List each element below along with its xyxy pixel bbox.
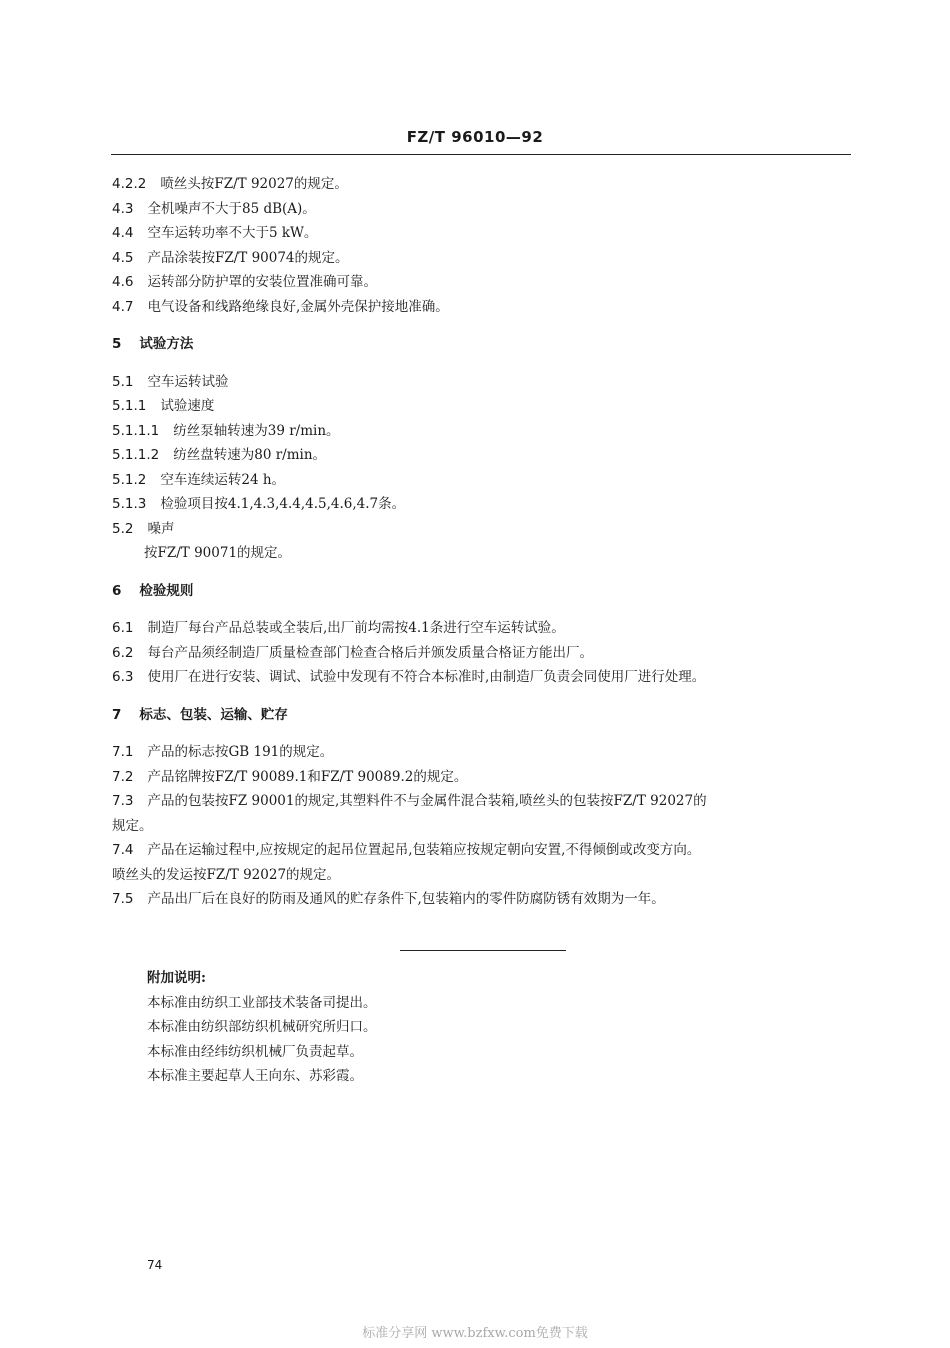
clause-number: 7.3 [112,793,134,809]
section-heading [112,703,857,728]
clause-line [112,492,857,517]
clause-line [112,641,857,666]
notes-line: 本标准由纺织工业部技术装备司提出。 [147,994,377,1011]
clause-continuation: 规定。 [112,817,153,834]
additional-notes [147,966,377,1089]
clause-number: 6.3 [112,669,134,685]
clause-number: 5.2 [112,520,134,537]
clause-number: 5.1.1.1 [112,422,160,439]
clause-text: 噪声 [147,520,175,537]
clause-text: 全机噪声不大于85 dB(A)。 [147,200,316,217]
clause-line [112,419,857,444]
clause-number: 4.5 [112,249,134,266]
clause-number: 7.2 [112,768,134,785]
clause-number: 4.3 [112,200,134,217]
page-number: 74 [147,1258,163,1272]
clause-text: 纺丝盘转速为80 r/min。 [173,447,327,463]
section-title: 标志、包装、运输、贮存 [139,706,288,723]
notes-line: 本标准主要起草人王向东、苏彩霞。 [147,1068,363,1084]
clause-line [112,221,857,246]
clause-line [112,517,857,542]
clause-line [112,765,857,790]
clause-number: 7.5 [112,891,134,907]
clause-number: 6.2 [112,644,134,661]
clause-line [112,370,857,395]
clause-line [112,172,857,197]
clause-body: 按FZ/T 90071的规定。 [144,545,292,561]
clause-text: 纺丝泵轴转速为39 r/min。 [173,422,340,439]
clause-text: 试验速度 [160,398,215,414]
clause-text: 产品的标志按GB 191的规定。 [147,744,334,760]
clause-text: 产品在运输过程中,应按规定的起吊位置起吊,包装箱应按规定朝向安置,不得倾倒或改变方向。 [147,842,701,858]
clause-text: 运转部分防护罩的安装位置准确可靠。 [147,274,377,290]
notes-title: 附加说明: [147,970,206,986]
clause-text: 使用厂在进行安装、调试、试验中发现有不符合本标准时,由制造厂负责会同使用厂进行处理。 [147,669,706,685]
clause-line [112,887,857,912]
section-number: 6 [112,582,122,599]
clause-text: 检验项目按4.1,4.3,4.4,4.5,4.6,4.7条。 [160,496,406,512]
clause-line [112,789,857,814]
clause-line [112,394,857,419]
clause-continuation: 喷丝头的发运按FZ/T 92027的规定。 [112,866,341,883]
clause-number: 5.1.1 [112,398,147,414]
clause-number: 7.4 [112,842,134,858]
clause-line [112,295,857,320]
clause-text: 产品铭牌按FZ/T 90089.1和FZ/T 90089.2的规定。 [147,768,468,785]
clause-text: 空车连续运转24 h。 [160,471,286,488]
notes-line: 本标准由纺织部纺织机械研究所归口。 [147,1019,377,1035]
clause-text: 空车运转功率不大于5 kW。 [147,225,318,241]
clause-number: 4.2.2 [112,176,147,192]
clause-number: 5.1.3 [112,496,147,512]
section-title: 试验方法 [139,336,194,352]
clause-text: 产品涂装按FZ/T 90074的规定。 [147,249,349,266]
clause-number: 5.1.1.2 [112,447,160,463]
clause-text: 产品出厂后在良好的防雨及通风的贮存条件下,包装箱内的零件防腐防锈有效期为一年。 [147,891,665,907]
clause-line [112,665,857,690]
section-title: 检验规则 [139,582,194,599]
clause-number: 4.7 [112,298,134,315]
clause-line [112,443,857,468]
clause-number: 4.4 [112,225,134,241]
header-rule [111,154,851,155]
clause-line [112,246,857,271]
clause-number: 7.1 [112,744,134,760]
notes-line: 本标准由经纬纺织机械厂负责起草。 [147,1043,363,1060]
clause-line [112,468,857,493]
clause-number: 5.1.2 [112,471,147,488]
clause-text: 空车运转试验 [147,373,229,390]
clause-line [112,197,857,222]
clause-line [112,740,857,765]
document-code-header: FZ/T 96010—92 [406,128,544,146]
section-heading [112,579,857,604]
clause-text: 每台产品须经制造厂质量检查部门检查合格后并颁发质量合格证方能出厂。 [147,644,593,661]
section-heading [112,332,857,357]
clause-text: 制造厂每台产品总装或全装后,出厂前均需按4.1条进行空车运转试验。 [147,620,565,636]
clause-text: 电气设备和线路绝缘良好,金属外壳保护接地准确。 [147,298,449,315]
section-number: 5 [112,336,122,352]
clause-number: 4.6 [112,274,134,290]
clause-line [112,616,857,641]
clause-text: 喷丝头按FZ/T 92027的规定。 [160,176,348,192]
clause-text: 产品的包装按FZ 90001的规定,其塑料件不与金属件混合装箱,喷丝头的包装按FZ/T 92027的 [147,793,707,809]
section-number: 7 [112,706,122,723]
watermark: 标准分享网 www.bzfxw.com免费下载 [362,1326,588,1341]
clause-line [112,270,857,295]
clause-line [112,838,857,863]
clause-number: 6.1 [112,620,134,636]
main-content [112,172,857,912]
clause-number: 5.1 [112,373,134,390]
end-divider [400,950,566,951]
